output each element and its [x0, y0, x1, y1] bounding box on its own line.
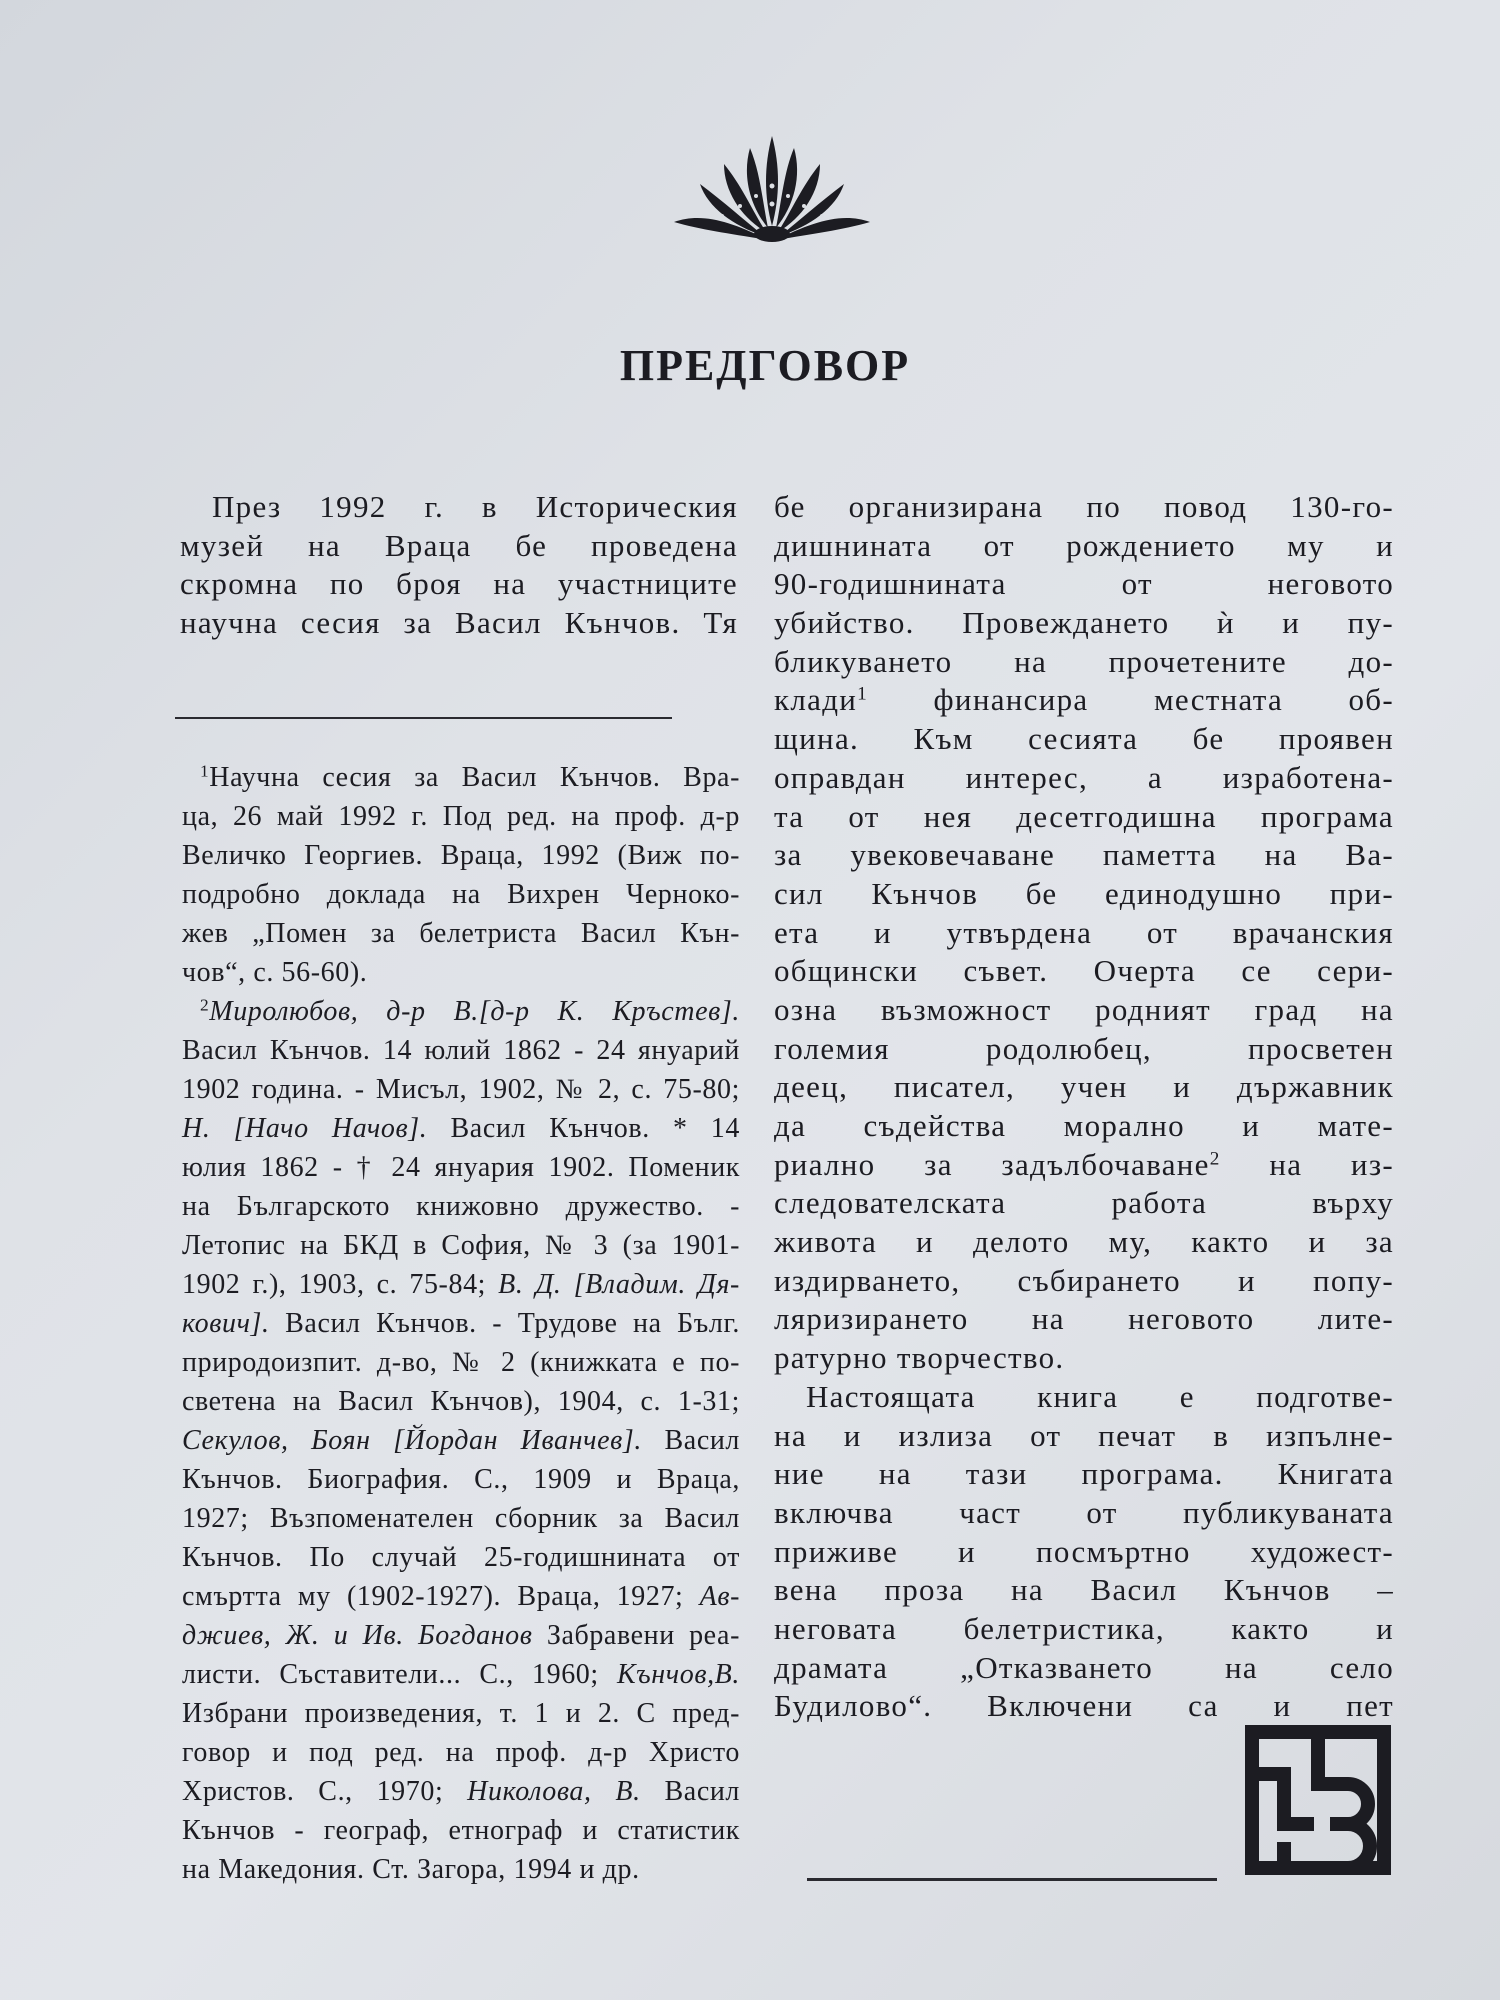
footnote-line — [182, 1460, 740, 1499]
footnote-separator — [175, 717, 672, 719]
text-segment: общински съвет. Очерта се сери- — [774, 953, 1394, 989]
text-segment: Васил Кънчов. 14 юлий 1862 - 24 януарий — [182, 1035, 740, 1066]
text-line — [180, 604, 738, 643]
text-segment: големия родолюбец, просветен — [774, 1030, 1394, 1066]
footnote-line — [182, 1070, 740, 1109]
text-segment: Забравени реа- — [532, 1620, 740, 1651]
text-line — [774, 836, 1394, 875]
text-segment: листи. Съставители... С., 1960; — [182, 1659, 617, 1690]
text-segment: Ав- — [699, 1581, 740, 1612]
text-segment: подробно доклада на Вихрен Черноко- — [182, 879, 740, 910]
text-segment: ние на тази програма. Книгата — [774, 1456, 1394, 1492]
text-segment: издирването, събирането и попу- — [774, 1262, 1394, 1298]
footnote-line — [182, 1616, 740, 1655]
text-segment: бе организирана по повод 130-го- — [774, 489, 1394, 524]
text-line — [774, 991, 1394, 1030]
text-segment: ета и утвърдена от врачанския — [774, 914, 1394, 950]
text-segment: светена на Васил Кънчов), 1904, с. 1-31; — [182, 1386, 740, 1417]
footnote-line — [182, 1655, 740, 1694]
text-segment: ратурно творчество. — [774, 1340, 1065, 1376]
footnote-line — [182, 1382, 740, 1421]
text-segment: 90-годишнината от неговото — [774, 566, 1394, 602]
text-segment: Миролюбов, д-р В.[д-р К. Кръстев]. — [209, 996, 740, 1027]
text-line — [180, 527, 738, 566]
right-column-body — [774, 488, 1394, 1726]
text-segment: чов“, с. 56-60). — [182, 957, 368, 988]
text-line — [774, 1068, 1394, 1107]
publisher-logo-icon — [1244, 1724, 1392, 1876]
footnote-line — [182, 1226, 740, 1265]
footnote-line — [182, 1772, 740, 1811]
text-segment: жев „Помен за белетриста Васил Кън- — [182, 918, 740, 949]
footnote-line — [182, 875, 740, 914]
text-line — [774, 527, 1394, 566]
text-line — [774, 1571, 1394, 1610]
footnote-line — [182, 914, 740, 953]
text-segment: Секулов, Боян [Йордан Иванчев]. — [182, 1425, 642, 1456]
text-line — [774, 1300, 1394, 1339]
text-segment: Васил Кънчов. - Трудове на Бълг. — [269, 1308, 740, 1339]
text-line — [774, 1687, 1394, 1726]
footnote-marker: 1 — [857, 683, 869, 705]
text-segment: В. Д. [Владим. Дя- — [498, 1269, 740, 1300]
text-segment: на и излиза от печат в изпълне- — [774, 1417, 1394, 1453]
text-segment: природоизпит. д-во, № 2 (книжката е по- — [182, 1347, 740, 1378]
footnote-line — [182, 1811, 740, 1850]
text-line — [774, 1494, 1394, 1533]
text-line — [774, 914, 1394, 953]
text-segment: През 1992 г. в Историческия — [212, 489, 738, 524]
text-segment: Васил — [641, 1425, 740, 1456]
text-line — [774, 1610, 1394, 1649]
text-segment: драмата „Отказването на село — [774, 1649, 1394, 1685]
text-segment: говор и под ред. на проф. д-р Христо — [182, 1737, 740, 1768]
footnote-line — [182, 1031, 740, 1070]
text-line — [774, 1378, 1394, 1417]
text-segment: дишнината от рождението му и — [774, 527, 1394, 563]
text-segment: на из- — [1220, 1146, 1394, 1182]
text-segment: ца, 26 май 1992 г. Под ред. на проф. д-р — [182, 801, 740, 832]
footnote-marker: 2 — [1209, 1148, 1221, 1170]
text-segment: живота и делото му, както и за — [774, 1224, 1394, 1260]
text-segment: неговата белетристика, както и — [774, 1610, 1394, 1646]
text-segment: музей на Враца бе проведена — [180, 527, 738, 563]
text-line — [774, 1223, 1394, 1262]
text-line — [774, 1262, 1394, 1301]
text-segment: Научна сесия за Васил Кънчов. Вра- — [209, 762, 740, 793]
text-segment: Величко Георгиев. Враца, 1992 (Виж по- — [182, 840, 740, 871]
footnotes — [182, 758, 740, 1889]
text-segment: оправдан интерес, а изработена- — [774, 759, 1394, 795]
text-line — [774, 1184, 1394, 1223]
footnote-line — [182, 953, 740, 992]
text-segment: Кънчов. По случай 25-годишнината от — [182, 1542, 740, 1573]
footnote-line — [182, 992, 740, 1031]
footnote-line — [182, 1265, 740, 1304]
text-line — [774, 1107, 1394, 1146]
text-segment: приживе и посмъртно художест- — [774, 1533, 1394, 1569]
text-segment: Избрани произведения, т. 1 и 2. С пред- — [182, 1698, 740, 1729]
text-segment: кович]. — [182, 1308, 270, 1339]
text-line — [180, 488, 738, 527]
text-segment: щина. Към сесията бе проявен — [774, 721, 1394, 757]
text-line — [774, 1417, 1394, 1456]
text-line — [774, 1339, 1394, 1378]
footnote-marker: 2 — [200, 995, 210, 1015]
text-segment: та от нея десетгодишна програма — [774, 798, 1394, 834]
text-segment: юлия 1862 - † 24 януария 1902. Поменик — [182, 1152, 740, 1183]
footnote-line — [182, 1733, 740, 1772]
footnote-line — [182, 1109, 740, 1148]
text-line — [774, 1146, 1394, 1185]
text-segment: Васил — [640, 1776, 740, 1807]
text-segment: ляризирането на неговото лите- — [774, 1301, 1394, 1337]
text-segment: деец, писател, учен и държавник — [774, 1069, 1394, 1105]
text-segment: финансира местната об- — [868, 682, 1394, 718]
text-line — [774, 565, 1394, 604]
text-line — [774, 604, 1394, 643]
text-segment: бликуването на прочетените до- — [774, 643, 1394, 679]
text-line — [774, 681, 1394, 720]
footnote-line — [182, 1343, 740, 1382]
text-line — [774, 759, 1394, 798]
footnote-line — [182, 1304, 740, 1343]
text-line — [774, 1533, 1394, 1572]
footnote-line — [182, 1538, 740, 1577]
text-segment: 1902 г.), 1903, с. 75-84; — [182, 1269, 499, 1300]
text-segment: за увековечаване паметта на Ва- — [774, 837, 1394, 873]
text-segment: включва част от публикуваната — [774, 1494, 1394, 1530]
text-segment: Кънчов. Биография. С., 1909 и Враца, — [182, 1464, 740, 1495]
text-segment: Кънчов,В. — [616, 1659, 740, 1690]
text-segment: следователската работа върху — [774, 1185, 1394, 1221]
text-segment: на Македония. Ст. Загора, 1994 и др. — [182, 1854, 640, 1885]
footnote-line — [182, 1850, 740, 1889]
text-segment: убийство. Провеждането ѝ и пу- — [774, 605, 1394, 641]
text-segment: озна възможност родният град на — [774, 991, 1394, 1027]
text-segment: на Българското книжовно дружество. - — [182, 1191, 740, 1222]
left-column-body — [180, 488, 738, 643]
text-segment: научна сесия за Васил Кънчов. Тя — [180, 605, 738, 641]
text-segment: Николова, В. — [467, 1776, 641, 1807]
text-line — [774, 488, 1394, 527]
footnote-line — [182, 1187, 740, 1226]
text-line — [774, 643, 1394, 682]
text-line — [774, 875, 1394, 914]
text-line — [774, 1649, 1394, 1688]
footnote-line — [182, 1499, 740, 1538]
text-line — [774, 1455, 1394, 1494]
text-segment: Настоящата книга е подготве- — [806, 1378, 1394, 1414]
text-segment: 1927; Възпоменателен сборник за Васил — [182, 1503, 740, 1534]
text-segment: скромна по броя на участниците — [180, 566, 738, 602]
text-segment: 1902 година. - Мисъл, 1902, № 2, с. 75-80; — [182, 1074, 740, 1105]
text-segment: смъртта му (1902-1927). Враца, 1927; — [182, 1581, 700, 1612]
text-segment: Н. [Начо Начов]. — [182, 1113, 428, 1144]
text-segment: Христов. С., 1970; — [182, 1776, 468, 1807]
footnote-line — [182, 1421, 740, 1460]
footnote-line — [182, 797, 740, 836]
text-segment: вена проза на Васил Кънчов – — [774, 1572, 1394, 1608]
footnote-line — [182, 758, 740, 797]
footnote-line — [182, 1694, 740, 1733]
text-segment: да съдейства морално и мате- — [774, 1108, 1394, 1143]
page-title: ПРЕДГОВОР — [619, 341, 911, 390]
text-line — [774, 952, 1394, 991]
bottom-rule — [807, 1878, 1217, 1881]
footnote-line — [182, 1577, 740, 1616]
footnote-line — [182, 1148, 740, 1187]
text-segment: риално за задълбочаване — [774, 1146, 1210, 1182]
text-segment: Васил Кънчов. * 14 — [427, 1113, 740, 1144]
text-segment: сил Кънчов бе единодушно при- — [774, 875, 1394, 911]
footnote-marker: 1 — [200, 761, 210, 781]
text-segment: клади — [774, 682, 858, 718]
text-segment: джиев, Ж. и Ив. Богданов — [182, 1620, 533, 1651]
footnote-line — [182, 836, 740, 875]
text-segment: Будилово“. Включени са и пет — [774, 1688, 1394, 1724]
text-line — [774, 720, 1394, 759]
text-line — [774, 798, 1394, 837]
floral-ornament-icon — [672, 126, 872, 244]
text-segment: Летопис на БКД в София, № 3 (за 1901- — [182, 1230, 740, 1261]
text-line — [180, 565, 738, 604]
text-segment: Кънчов - географ, етнограф и статистик — [182, 1815, 740, 1846]
text-line — [774, 1030, 1394, 1069]
